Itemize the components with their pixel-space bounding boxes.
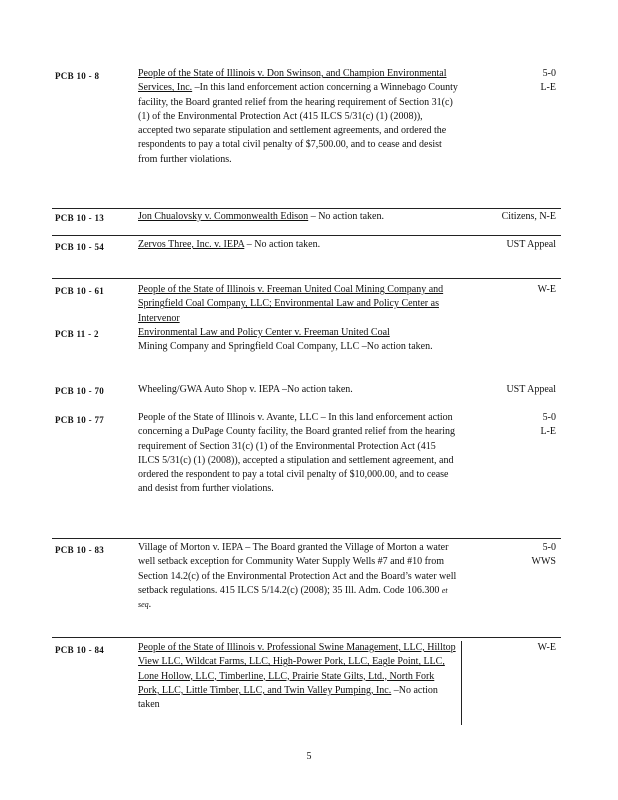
case-vote: Citizens, N-E xyxy=(501,211,556,222)
case-description xyxy=(138,411,458,497)
vote-count: 5-0 xyxy=(542,412,556,423)
case-number: PCB 10 - 8 xyxy=(55,71,100,81)
case-number: PCB 10 - 54 xyxy=(55,242,105,252)
case-number-2: PCB 11 - 2 xyxy=(55,329,99,339)
case-type: L-E xyxy=(540,82,556,93)
case-summary-end: . xyxy=(148,599,152,611)
case-description xyxy=(138,238,498,252)
case-summary: Mining Company and Springfield Coal Company, LLC –No action taken. xyxy=(138,341,433,353)
case-number: PCB 10 - 61 xyxy=(55,286,105,296)
case-description xyxy=(138,283,448,326)
case-vote xyxy=(540,67,556,95)
vote-count: 5-0 xyxy=(542,542,556,553)
case-vote: W-E xyxy=(537,284,556,295)
case-title: People of the State of Illinois v. Freeman United Coal Mining Company and Springfield Coal Company, LLC; Environmental Law and Policy Center as Intervenor xyxy=(138,284,444,324)
case-description-2 xyxy=(138,326,448,355)
case-number: PCB 10 - 70 xyxy=(55,386,105,396)
page-number: 5 xyxy=(306,751,312,762)
case-title: People of the State of Illinois v. Professional Swine Management, LLC, Hilltop View LLC, Wildcat Farms, LLC, High-Power Pork, LLC, Eagle Point, LLC, Lone Hollow, LLC, Timberline, LLC, Prairie State Gilts, Ltd., North Fork Pork, LLC, Little Timber, LLC, and Twin Valley Pumping, Inc. xyxy=(138,642,456,696)
case-vote: UST Appeal xyxy=(506,239,556,250)
case-description xyxy=(138,210,498,224)
case-type: WWS xyxy=(531,556,556,567)
case-description xyxy=(138,383,458,397)
case-vote xyxy=(540,411,556,439)
case-description xyxy=(138,541,458,612)
case-number: PCB 10 - 77 xyxy=(55,415,105,425)
case-summary: Wheeling/GWA Auto Shop v. IEPA –No action taken. xyxy=(138,384,353,395)
column-rule xyxy=(461,641,462,725)
case-title: Jon Chualovsky v. Commonwealth Edison xyxy=(138,211,309,222)
case-summary-suffix: et seq xyxy=(138,585,448,610)
row-divider xyxy=(52,538,561,539)
row-divider xyxy=(52,637,561,638)
case-vote: W-E xyxy=(537,642,556,653)
case-summary: –No action taken xyxy=(138,684,438,711)
row-divider xyxy=(52,278,561,279)
case-vote xyxy=(532,541,556,569)
vote-count: 5-0 xyxy=(542,68,556,79)
case-summary: – No action taken. xyxy=(308,211,384,222)
case-summary: – No action taken. xyxy=(244,239,321,250)
case-description xyxy=(138,67,458,167)
case-number: PCB 10 - 83 xyxy=(55,545,105,555)
case-description xyxy=(138,641,458,712)
case-number: PCB 10 - 13 xyxy=(55,213,105,223)
case-number: PCB 10 - 84 xyxy=(55,645,105,655)
row-divider xyxy=(52,208,561,209)
case-title: Zervos Three, Inc. v. IEPA xyxy=(138,239,245,250)
case-type: L-E xyxy=(540,426,556,437)
case-summary: Village of Morton v. IEPA – The Board granted the Village of Morton a water well setback exception for Community Water Supply Wells #7 and #10 from Section 14.2(c) of the Environmental Protection Act and the Board’s water well setback regulations. 415 ILCS 5/14.2(c) (2008); 35 Ill. Adm. Code 106.300 xyxy=(138,542,457,596)
row-divider xyxy=(52,235,561,236)
case-vote: UST Appeal xyxy=(506,384,556,395)
case-title-2: Environmental Law and Policy Center v. Freeman United Coal xyxy=(138,327,390,338)
case-summary: People of the State of Illinois v. Avante, LLC – In this land enforcement action concerning a DuPage County facility, the Board granted relief from the hearing requirement of Section 31(c) (1) of the Environmental Protection Act (415 ILCS 5/31(c) (1) (2008)), accepted a stipulation and settlement agreement, and ordered the respondent to pay a total civil penalty of $10,000.00, and to cease and desist from further violations. xyxy=(138,412,456,495)
case-summary: –In this land enforcement action concerning a Winnebago County facility, the Board granted relief from the hearing requirement of Section 31(c) (1) of the Environmental Protection Act (415 ILCS 5/31(c) (1) (2008)), accepted two separate stipulation and settlement agreements, and ordered the respondents to pay a total civil penalty of $7,500.00, and to cease and desist from further violations. xyxy=(138,82,458,165)
case-title: People of the State of Illinois v. Don Swinson, and Champion Environmental Services, Inc. xyxy=(138,68,447,94)
